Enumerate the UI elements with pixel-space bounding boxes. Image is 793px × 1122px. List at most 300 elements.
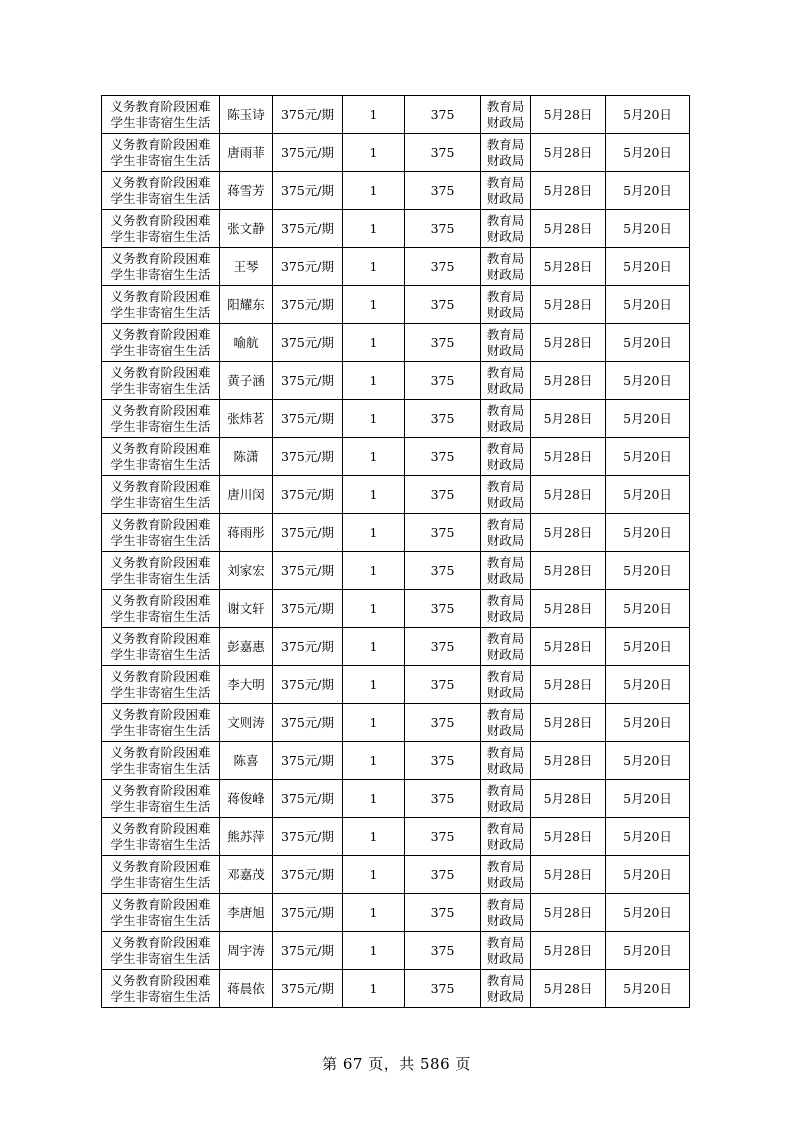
subsidy-item-cell (102, 704, 220, 742)
department-line: 财政局 (486, 646, 525, 662)
subsidy-item-line: 义务教育阶段困难 (110, 516, 211, 532)
department-cell (481, 894, 531, 932)
date-cell: 5月28日 (531, 932, 606, 970)
count-cell: 1 (343, 172, 405, 210)
standard-cell: 375元/期 (273, 210, 343, 248)
student-name-cell: 唐川闵 (220, 476, 273, 514)
student-name-cell: 蒋雪芳 (220, 172, 273, 210)
date-cell: 5月28日 (531, 818, 606, 856)
subsidy-item-cell (102, 970, 220, 1008)
count-cell: 1 (343, 362, 405, 400)
date-cell: 5月20日 (606, 438, 690, 476)
department-line: 财政局 (486, 988, 525, 1004)
subsidy-item-line: 学生非寄宿生生活 (110, 532, 211, 548)
department-line: 财政局 (486, 912, 525, 928)
subsidy-item-line: 学生非寄宿生生活 (110, 950, 211, 966)
department-line: 财政局 (486, 304, 525, 320)
table-row (102, 210, 690, 248)
department-line: 财政局 (486, 190, 525, 206)
department-line: 教育局 (486, 288, 525, 304)
subsidy-item-cell (102, 324, 220, 362)
table-row (102, 552, 690, 590)
table-row (102, 780, 690, 818)
date-cell: 5月28日 (531, 134, 606, 172)
count-cell: 1 (343, 400, 405, 438)
standard-cell: 375元/期 (273, 248, 343, 286)
department-cell (481, 248, 531, 286)
student-name-cell: 谢文轩 (220, 590, 273, 628)
department-cell (481, 286, 531, 324)
student-name-cell: 阳耀东 (220, 286, 273, 324)
date-cell: 5月28日 (531, 894, 606, 932)
amount-cell: 375 (405, 172, 481, 210)
student-name-cell: 陈玉诗 (220, 96, 273, 134)
department-line: 教育局 (486, 706, 525, 722)
department-cell (481, 742, 531, 780)
date-cell: 5月20日 (606, 514, 690, 552)
subsidy-item-line: 学生非寄宿生生活 (110, 418, 211, 434)
table-row (102, 704, 690, 742)
date-cell: 5月28日 (531, 514, 606, 552)
date-cell: 5月28日 (531, 172, 606, 210)
subsidy-item-cell (102, 172, 220, 210)
amount-cell: 375 (405, 476, 481, 514)
subsidy-item-line: 义务教育阶段困难 (110, 820, 211, 836)
amount-cell: 375 (405, 362, 481, 400)
date-cell: 5月20日 (606, 96, 690, 134)
subsidy-item-line: 学生非寄宿生生活 (110, 836, 211, 852)
subsidy-item-line: 学生非寄宿生生活 (110, 684, 211, 700)
department-line: 教育局 (486, 478, 525, 494)
count-cell: 1 (343, 666, 405, 704)
amount-cell: 375 (405, 704, 481, 742)
page-footer: 第 67 页，共 586 页 (322, 1055, 471, 1073)
student-name-cell: 王琴 (220, 248, 273, 286)
count-cell: 1 (343, 286, 405, 324)
subsidy-item-line: 义务教育阶段困难 (110, 212, 211, 228)
count-cell: 1 (343, 514, 405, 552)
amount-cell: 375 (405, 628, 481, 666)
department-line: 财政局 (486, 494, 525, 510)
table-row (102, 172, 690, 210)
department-cell (481, 590, 531, 628)
amount-cell: 375 (405, 96, 481, 134)
amount-cell: 375 (405, 210, 481, 248)
department-cell (481, 324, 531, 362)
subsidy-item-line: 义务教育阶段困难 (110, 554, 211, 570)
date-cell: 5月28日 (531, 780, 606, 818)
department-cell (481, 400, 531, 438)
subsidy-item-line: 学生非寄宿生生活 (110, 266, 211, 282)
table-row (102, 932, 690, 970)
department-line: 教育局 (486, 668, 525, 684)
subsidy-item-line: 义务教育阶段困难 (110, 706, 211, 722)
subsidy-item-line: 义务教育阶段困难 (110, 592, 211, 608)
count-cell: 1 (343, 438, 405, 476)
subsidy-item-line: 学生非寄宿生生活 (110, 760, 211, 776)
amount-cell: 375 (405, 438, 481, 476)
department-line: 教育局 (486, 402, 525, 418)
date-cell: 5月28日 (531, 362, 606, 400)
amount-cell: 375 (405, 818, 481, 856)
subsidy-item-line: 义务教育阶段困难 (110, 440, 211, 456)
count-cell: 1 (343, 628, 405, 666)
table-row (102, 666, 690, 704)
subsidy-item-cell (102, 96, 220, 134)
amount-cell: 375 (405, 514, 481, 552)
department-cell (481, 932, 531, 970)
date-cell: 5月28日 (531, 96, 606, 134)
amount-cell: 375 (405, 742, 481, 780)
department-cell (481, 362, 531, 400)
standard-cell: 375元/期 (273, 932, 343, 970)
department-cell (481, 780, 531, 818)
table-row (102, 818, 690, 856)
department-cell (481, 96, 531, 134)
student-name-cell: 李大明 (220, 666, 273, 704)
department-line: 教育局 (486, 326, 525, 342)
standard-cell: 375元/期 (273, 970, 343, 1008)
table-row (102, 400, 690, 438)
department-line: 财政局 (486, 342, 525, 358)
subsidy-item-line: 学生非寄宿生生活 (110, 608, 211, 624)
amount-cell: 375 (405, 552, 481, 590)
standard-cell: 375元/期 (273, 96, 343, 134)
date-cell: 5月28日 (531, 856, 606, 894)
subsidy-item-line: 学生非寄宿生生活 (110, 912, 211, 928)
subsidy-item-cell (102, 210, 220, 248)
amount-cell: 375 (405, 134, 481, 172)
standard-cell: 375元/期 (273, 286, 343, 324)
date-cell: 5月20日 (606, 476, 690, 514)
student-name-cell: 周宇涛 (220, 932, 273, 970)
table-row (102, 856, 690, 894)
amount-cell: 375 (405, 970, 481, 1008)
department-line: 教育局 (486, 554, 525, 570)
standard-cell: 375元/期 (273, 514, 343, 552)
count-cell: 1 (343, 248, 405, 286)
department-cell (481, 818, 531, 856)
subsidy-item-line: 义务教育阶段困难 (110, 288, 211, 304)
standard-cell: 375元/期 (273, 362, 343, 400)
amount-cell: 375 (405, 324, 481, 362)
subsidy-item-line: 义务教育阶段困难 (110, 972, 211, 988)
department-line: 教育局 (486, 250, 525, 266)
subsidy-item-line: 学生非寄宿生生活 (110, 380, 211, 396)
subsidy-item-line: 义务教育阶段困难 (110, 668, 211, 684)
department-line: 教育局 (486, 592, 525, 608)
subsidy-item-line: 义务教育阶段困难 (110, 896, 211, 912)
department-line: 财政局 (486, 798, 525, 814)
date-cell: 5月20日 (606, 894, 690, 932)
subsidy-item-cell (102, 514, 220, 552)
date-cell: 5月20日 (606, 970, 690, 1008)
date-cell: 5月28日 (531, 970, 606, 1008)
subsidy-table (101, 95, 690, 1008)
subsidy-item-line: 义务教育阶段困难 (110, 326, 211, 342)
count-cell: 1 (343, 742, 405, 780)
date-cell: 5月20日 (606, 628, 690, 666)
subsidy-item-line: 义务教育阶段困难 (110, 858, 211, 874)
date-cell: 5月20日 (606, 856, 690, 894)
count-cell: 1 (343, 590, 405, 628)
department-line: 财政局 (486, 456, 525, 472)
date-cell: 5月28日 (531, 590, 606, 628)
department-line: 财政局 (486, 760, 525, 776)
subsidy-item-line: 学生非寄宿生生活 (110, 304, 211, 320)
standard-cell: 375元/期 (273, 780, 343, 818)
student-name-cell: 张文静 (220, 210, 273, 248)
department-cell (481, 628, 531, 666)
standard-cell: 375元/期 (273, 856, 343, 894)
date-cell: 5月20日 (606, 134, 690, 172)
date-cell: 5月20日 (606, 666, 690, 704)
count-cell: 1 (343, 96, 405, 134)
subsidy-item-line: 学生非寄宿生生活 (110, 722, 211, 738)
standard-cell: 375元/期 (273, 894, 343, 932)
department-line: 教育局 (486, 440, 525, 456)
department-line: 财政局 (486, 114, 525, 130)
date-cell: 5月28日 (531, 476, 606, 514)
date-cell: 5月20日 (606, 742, 690, 780)
count-cell: 1 (343, 856, 405, 894)
department-line: 教育局 (486, 630, 525, 646)
count-cell: 1 (343, 134, 405, 172)
department-cell (481, 666, 531, 704)
date-cell: 5月28日 (531, 324, 606, 362)
date-cell: 5月20日 (606, 932, 690, 970)
standard-cell: 375元/期 (273, 666, 343, 704)
amount-cell: 375 (405, 780, 481, 818)
student-name-cell: 陈潇 (220, 438, 273, 476)
student-name-cell: 彭嘉惠 (220, 628, 273, 666)
subsidy-item-line: 学生非寄宿生生活 (110, 646, 211, 662)
count-cell: 1 (343, 552, 405, 590)
subsidy-item-line: 学生非寄宿生生活 (110, 988, 211, 1004)
table-row (102, 590, 690, 628)
subsidy-item-line: 义务教育阶段困难 (110, 630, 211, 646)
date-cell: 5月28日 (531, 666, 606, 704)
date-cell: 5月20日 (606, 210, 690, 248)
date-cell: 5月20日 (606, 552, 690, 590)
standard-cell: 375元/期 (273, 704, 343, 742)
subsidy-item-cell (102, 248, 220, 286)
date-cell: 5月20日 (606, 818, 690, 856)
department-cell (481, 438, 531, 476)
subsidy-item-line: 学生非寄宿生生活 (110, 570, 211, 586)
table-row (102, 134, 690, 172)
student-name-cell: 蒋晨依 (220, 970, 273, 1008)
department-line: 教育局 (486, 934, 525, 950)
department-line: 财政局 (486, 874, 525, 890)
department-line: 教育局 (486, 98, 525, 114)
table-row (102, 248, 690, 286)
student-name-cell: 文则涛 (220, 704, 273, 742)
count-cell: 1 (343, 210, 405, 248)
standard-cell: 375元/期 (273, 818, 343, 856)
table-row (102, 438, 690, 476)
subsidy-item-line: 义务教育阶段困难 (110, 744, 211, 760)
department-cell (481, 172, 531, 210)
date-cell: 5月20日 (606, 590, 690, 628)
department-line: 教育局 (486, 972, 525, 988)
standard-cell: 375元/期 (273, 172, 343, 210)
table-row (102, 514, 690, 552)
table-row (102, 894, 690, 932)
subsidy-item-line: 学生非寄宿生生活 (110, 190, 211, 206)
amount-cell: 375 (405, 856, 481, 894)
student-name-cell: 蒋俊峰 (220, 780, 273, 818)
subsidy-item-line: 义务教育阶段困难 (110, 98, 211, 114)
student-name-cell: 刘家宏 (220, 552, 273, 590)
department-line: 教育局 (486, 364, 525, 380)
department-line: 财政局 (486, 722, 525, 738)
table-row (102, 628, 690, 666)
subsidy-item-line: 学生非寄宿生生活 (110, 798, 211, 814)
amount-cell: 375 (405, 400, 481, 438)
subsidy-item-cell (102, 400, 220, 438)
department-cell (481, 552, 531, 590)
count-cell: 1 (343, 780, 405, 818)
department-line: 教育局 (486, 136, 525, 152)
date-cell: 5月20日 (606, 324, 690, 362)
department-line: 教育局 (486, 820, 525, 836)
amount-cell: 375 (405, 286, 481, 324)
date-cell: 5月28日 (531, 210, 606, 248)
subsidy-item-line: 义务教育阶段困难 (110, 934, 211, 950)
standard-cell: 375元/期 (273, 324, 343, 362)
amount-cell: 375 (405, 932, 481, 970)
standard-cell: 375元/期 (273, 590, 343, 628)
subsidy-item-cell (102, 856, 220, 894)
department-line: 财政局 (486, 684, 525, 700)
department-line: 财政局 (486, 266, 525, 282)
date-cell: 5月20日 (606, 286, 690, 324)
subsidy-item-cell (102, 134, 220, 172)
subsidy-item-line: 义务教育阶段困难 (110, 136, 211, 152)
subsidy-item-line: 学生非寄宿生生活 (110, 494, 211, 510)
student-name-cell: 张炜茗 (220, 400, 273, 438)
subsidy-item-line: 学生非寄宿生生活 (110, 342, 211, 358)
student-name-cell: 李唐旭 (220, 894, 273, 932)
date-cell: 5月20日 (606, 704, 690, 742)
department-cell (481, 514, 531, 552)
student-name-cell: 黄子涵 (220, 362, 273, 400)
department-line: 教育局 (486, 744, 525, 760)
department-cell (481, 476, 531, 514)
count-cell: 1 (343, 894, 405, 932)
student-name-cell: 熊苏萍 (220, 818, 273, 856)
subsidy-item-cell (102, 362, 220, 400)
standard-cell: 375元/期 (273, 134, 343, 172)
department-line: 教育局 (486, 174, 525, 190)
department-line: 财政局 (486, 532, 525, 548)
subsidy-item-line: 义务教育阶段困难 (110, 402, 211, 418)
table-row (102, 286, 690, 324)
date-cell: 5月28日 (531, 438, 606, 476)
standard-cell: 375元/期 (273, 742, 343, 780)
amount-cell: 375 (405, 248, 481, 286)
student-name-cell: 喻航 (220, 324, 273, 362)
subsidy-item-line: 义务教育阶段困难 (110, 174, 211, 190)
department-line: 财政局 (486, 570, 525, 586)
student-name-cell: 邓嘉茂 (220, 856, 273, 894)
count-cell: 1 (343, 324, 405, 362)
amount-cell: 375 (405, 590, 481, 628)
subsidy-item-cell (102, 438, 220, 476)
count-cell: 1 (343, 970, 405, 1008)
date-cell: 5月28日 (531, 742, 606, 780)
count-cell: 1 (343, 704, 405, 742)
department-line: 教育局 (486, 896, 525, 912)
subsidy-item-line: 义务教育阶段困难 (110, 250, 211, 266)
department-line: 教育局 (486, 516, 525, 532)
subsidy-item-cell (102, 666, 220, 704)
subsidy-item-line: 学生非寄宿生生活 (110, 228, 211, 244)
date-cell: 5月28日 (531, 400, 606, 438)
department-line: 教育局 (486, 212, 525, 228)
table-row (102, 362, 690, 400)
student-name-cell: 蒋雨彤 (220, 514, 273, 552)
subsidy-item-line: 学生非寄宿生生活 (110, 152, 211, 168)
count-cell: 1 (343, 932, 405, 970)
subsidy-item-cell (102, 818, 220, 856)
subsidy-item-line: 学生非寄宿生生活 (110, 114, 211, 130)
department-cell (481, 704, 531, 742)
date-cell: 5月20日 (606, 400, 690, 438)
department-line: 财政局 (486, 228, 525, 244)
department-line: 财政局 (486, 608, 525, 624)
table-row (102, 324, 690, 362)
date-cell: 5月28日 (531, 628, 606, 666)
subsidy-item-cell (102, 590, 220, 628)
department-line: 财政局 (486, 418, 525, 434)
student-name-cell: 唐雨菲 (220, 134, 273, 172)
subsidy-item-cell (102, 286, 220, 324)
standard-cell: 375元/期 (273, 552, 343, 590)
date-cell: 5月20日 (606, 248, 690, 286)
subsidy-item-line: 义务教育阶段困难 (110, 478, 211, 494)
date-cell: 5月28日 (531, 704, 606, 742)
subsidy-item-line: 学生非寄宿生生活 (110, 874, 211, 890)
table-body (102, 96, 690, 1008)
subsidy-item-line: 义务教育阶段困难 (110, 364, 211, 380)
department-cell (481, 134, 531, 172)
department-line: 教育局 (486, 782, 525, 798)
date-cell: 5月28日 (531, 286, 606, 324)
count-cell: 1 (343, 476, 405, 514)
department-cell (481, 970, 531, 1008)
standard-cell: 375元/期 (273, 476, 343, 514)
subsidy-item-cell (102, 476, 220, 514)
department-line: 财政局 (486, 380, 525, 396)
table-row (102, 96, 690, 134)
subsidy-item-cell (102, 780, 220, 818)
date-cell: 5月28日 (531, 552, 606, 590)
subsidy-item-cell (102, 894, 220, 932)
subsidy-item-cell (102, 932, 220, 970)
department-line: 教育局 (486, 858, 525, 874)
department-line: 财政局 (486, 836, 525, 852)
amount-cell: 375 (405, 666, 481, 704)
subsidy-item-cell (102, 742, 220, 780)
date-cell: 5月28日 (531, 248, 606, 286)
table-row (102, 742, 690, 780)
department-line: 财政局 (486, 950, 525, 966)
date-cell: 5月20日 (606, 362, 690, 400)
student-name-cell: 陈喜 (220, 742, 273, 780)
date-cell: 5月20日 (606, 780, 690, 818)
